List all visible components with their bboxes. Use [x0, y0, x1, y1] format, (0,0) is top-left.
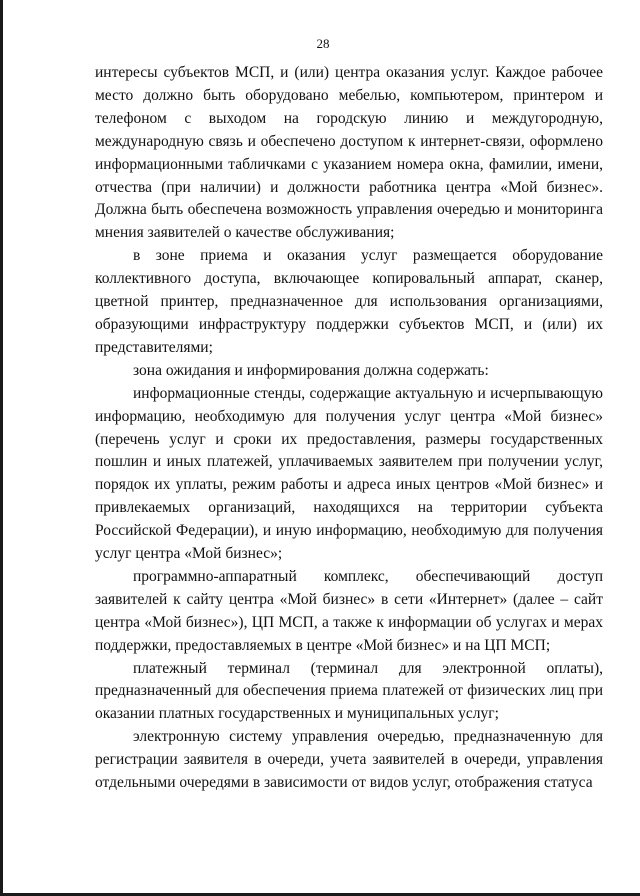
paragraph: в зоне приема и оказания услуг размещается оборудование коллективного доступа, включающее копировальный аппарат, сканер, цветной принтер, предназначенное для использования организациями, образующими инфраструктуру поддержки субъектов МСП, и (или) их представителями;: [95, 247, 603, 356]
paragraph: зона ожидания и информирования должна содержать:: [133, 361, 489, 379]
paragraph: информационные стенды, содержащие актуальную и исчерпывающую информацию, необходимую для получения услуг центра «Мой бизнес» (перечень услуг и сроки их предоставления, размеры государственных пошлин и иных платежей, уплачиваемых заявителем при получении услуг, порядок их уплаты, режим работы и адреса иных центров «Мой бизнес» и привлекаемых организаций, находящихся на территории субъекта Российской Федерации), и иную информацию, необходимую для получения услуг центра «Мой бизнес»;: [95, 384, 603, 563]
page-number: 28: [316, 36, 330, 51]
document-body: [95, 62, 603, 795]
paragraph: платежный терминал (терминал для электронной оплаты), предназначенный для обеспечения приема платежей от физических лиц при оказании платных государственных и муниципальных услуг;: [95, 659, 603, 723]
paragraph: интересы субъектов МСП, и (или) центра оказания услуг. Каждое рабочее место должно быть оборудовано мебелью, компьютером, принтером и телефоном с выходом на городскую линию и междугородную, международную связь и обеспечено доступом к интернет-связи, оформлено информационными табличками с указанием номера окна, фамилии, имени, отчества (при наличии) и должности работника центра «Мой бизнес». Должна быть обеспечена возможность управления очередью и мониторинга мнения заявителей о качестве обслуживания;: [95, 64, 603, 242]
paragraph: программно-аппаратный комплекс, обеспечивающий доступ заявителей к сайту центра «Мой бизнес» в сети «Интернет» (далее – сайт центра «Мой бизнес»), ЦП МСП, а также к информации об услугах и мерах поддержки, предоставляемых в центре «Мой бизнес» и на ЦП МСП;: [95, 567, 603, 654]
paragraph: электронную систему управления очередью, предназначенную для регистрации заявителя в очереди, учета заявителей в очереди, управления отдельными очередями в зависимости от видов услуг, отображения статуса: [95, 728, 603, 792]
